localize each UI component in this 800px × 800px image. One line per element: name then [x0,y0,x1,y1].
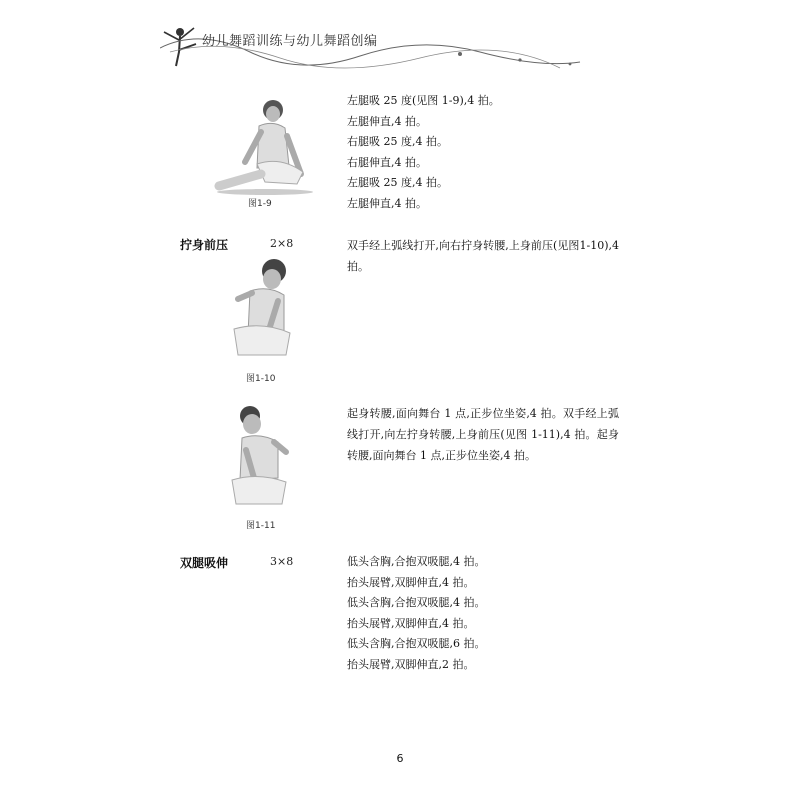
figure-1-9-instructions [347,91,500,215]
instruction-line: 抬头展臂,双脚伸直,4 拍。 [347,616,475,630]
figure-1-11 [228,402,294,514]
header-title: 幼儿舞蹈训练与幼儿舞蹈创编 [202,34,378,49]
instruction-line: 低头含胸,合抱双吸腿,4 拍。 [347,555,486,568]
section-title-legs: 双腿吸伸 [180,556,229,570]
instruction-line: 抬头展臂,双脚伸直,2 拍。 [347,657,475,671]
section-count-twist: 2×8 [270,237,294,250]
instruction-line: 左腿吸 25 度(见图 1-9),4 拍。 [347,94,500,107]
instruction-line: 左腿伸直,4 拍。 [347,196,427,210]
instruction-line: 左腿吸 25 度,4 拍。 [347,176,448,190]
instruction-line: 右腿伸直,4 拍。 [347,155,427,169]
figure-1-10-caption: 图1-10 [246,374,276,384]
child-twist-photo [228,255,298,367]
figure-1-9 [205,92,315,196]
child-twist-left-photo [228,402,294,514]
page-number: 6 [396,752,404,765]
section-title-twist: 拧身前压 [180,238,229,252]
instruction-line: 抬头展臂,双脚伸直,4 拍。 [347,575,475,589]
figure-1-9-caption: 图1-9 [248,199,272,209]
section-count-legs: 3×8 [270,555,294,568]
figure-1-11-caption: 图1-11 [246,521,276,531]
section-twist-paragraph-1: 双手经上弧线打开,向右拧身转腰,上身前压(见图1-10),4 拍。 [347,239,619,273]
section-twist-paragraph-2: 起身转腰,面向舞台 1 点,正步位坐姿,4 拍。双手经上弧线打开,向左拧身转腰,上身前压(见图 1-11),4 拍。起身转腰,面向舞台 1 点,正步位坐姿,4 拍。 [347,407,619,462]
figure-1-10 [228,255,298,367]
child-sitting-photo [205,92,315,196]
running-header [160,18,620,78]
instruction-line: 右腿吸 25 度,4 拍。 [347,135,448,149]
instruction-line: 低头含胸,合抱双吸腿,6 拍。 [347,637,486,651]
instruction-line: 左腿伸直,4 拍。 [347,114,427,128]
instruction-line: 低头含胸,合抱双吸腿,4 拍。 [347,596,486,610]
section-legs-instructions [347,552,486,676]
